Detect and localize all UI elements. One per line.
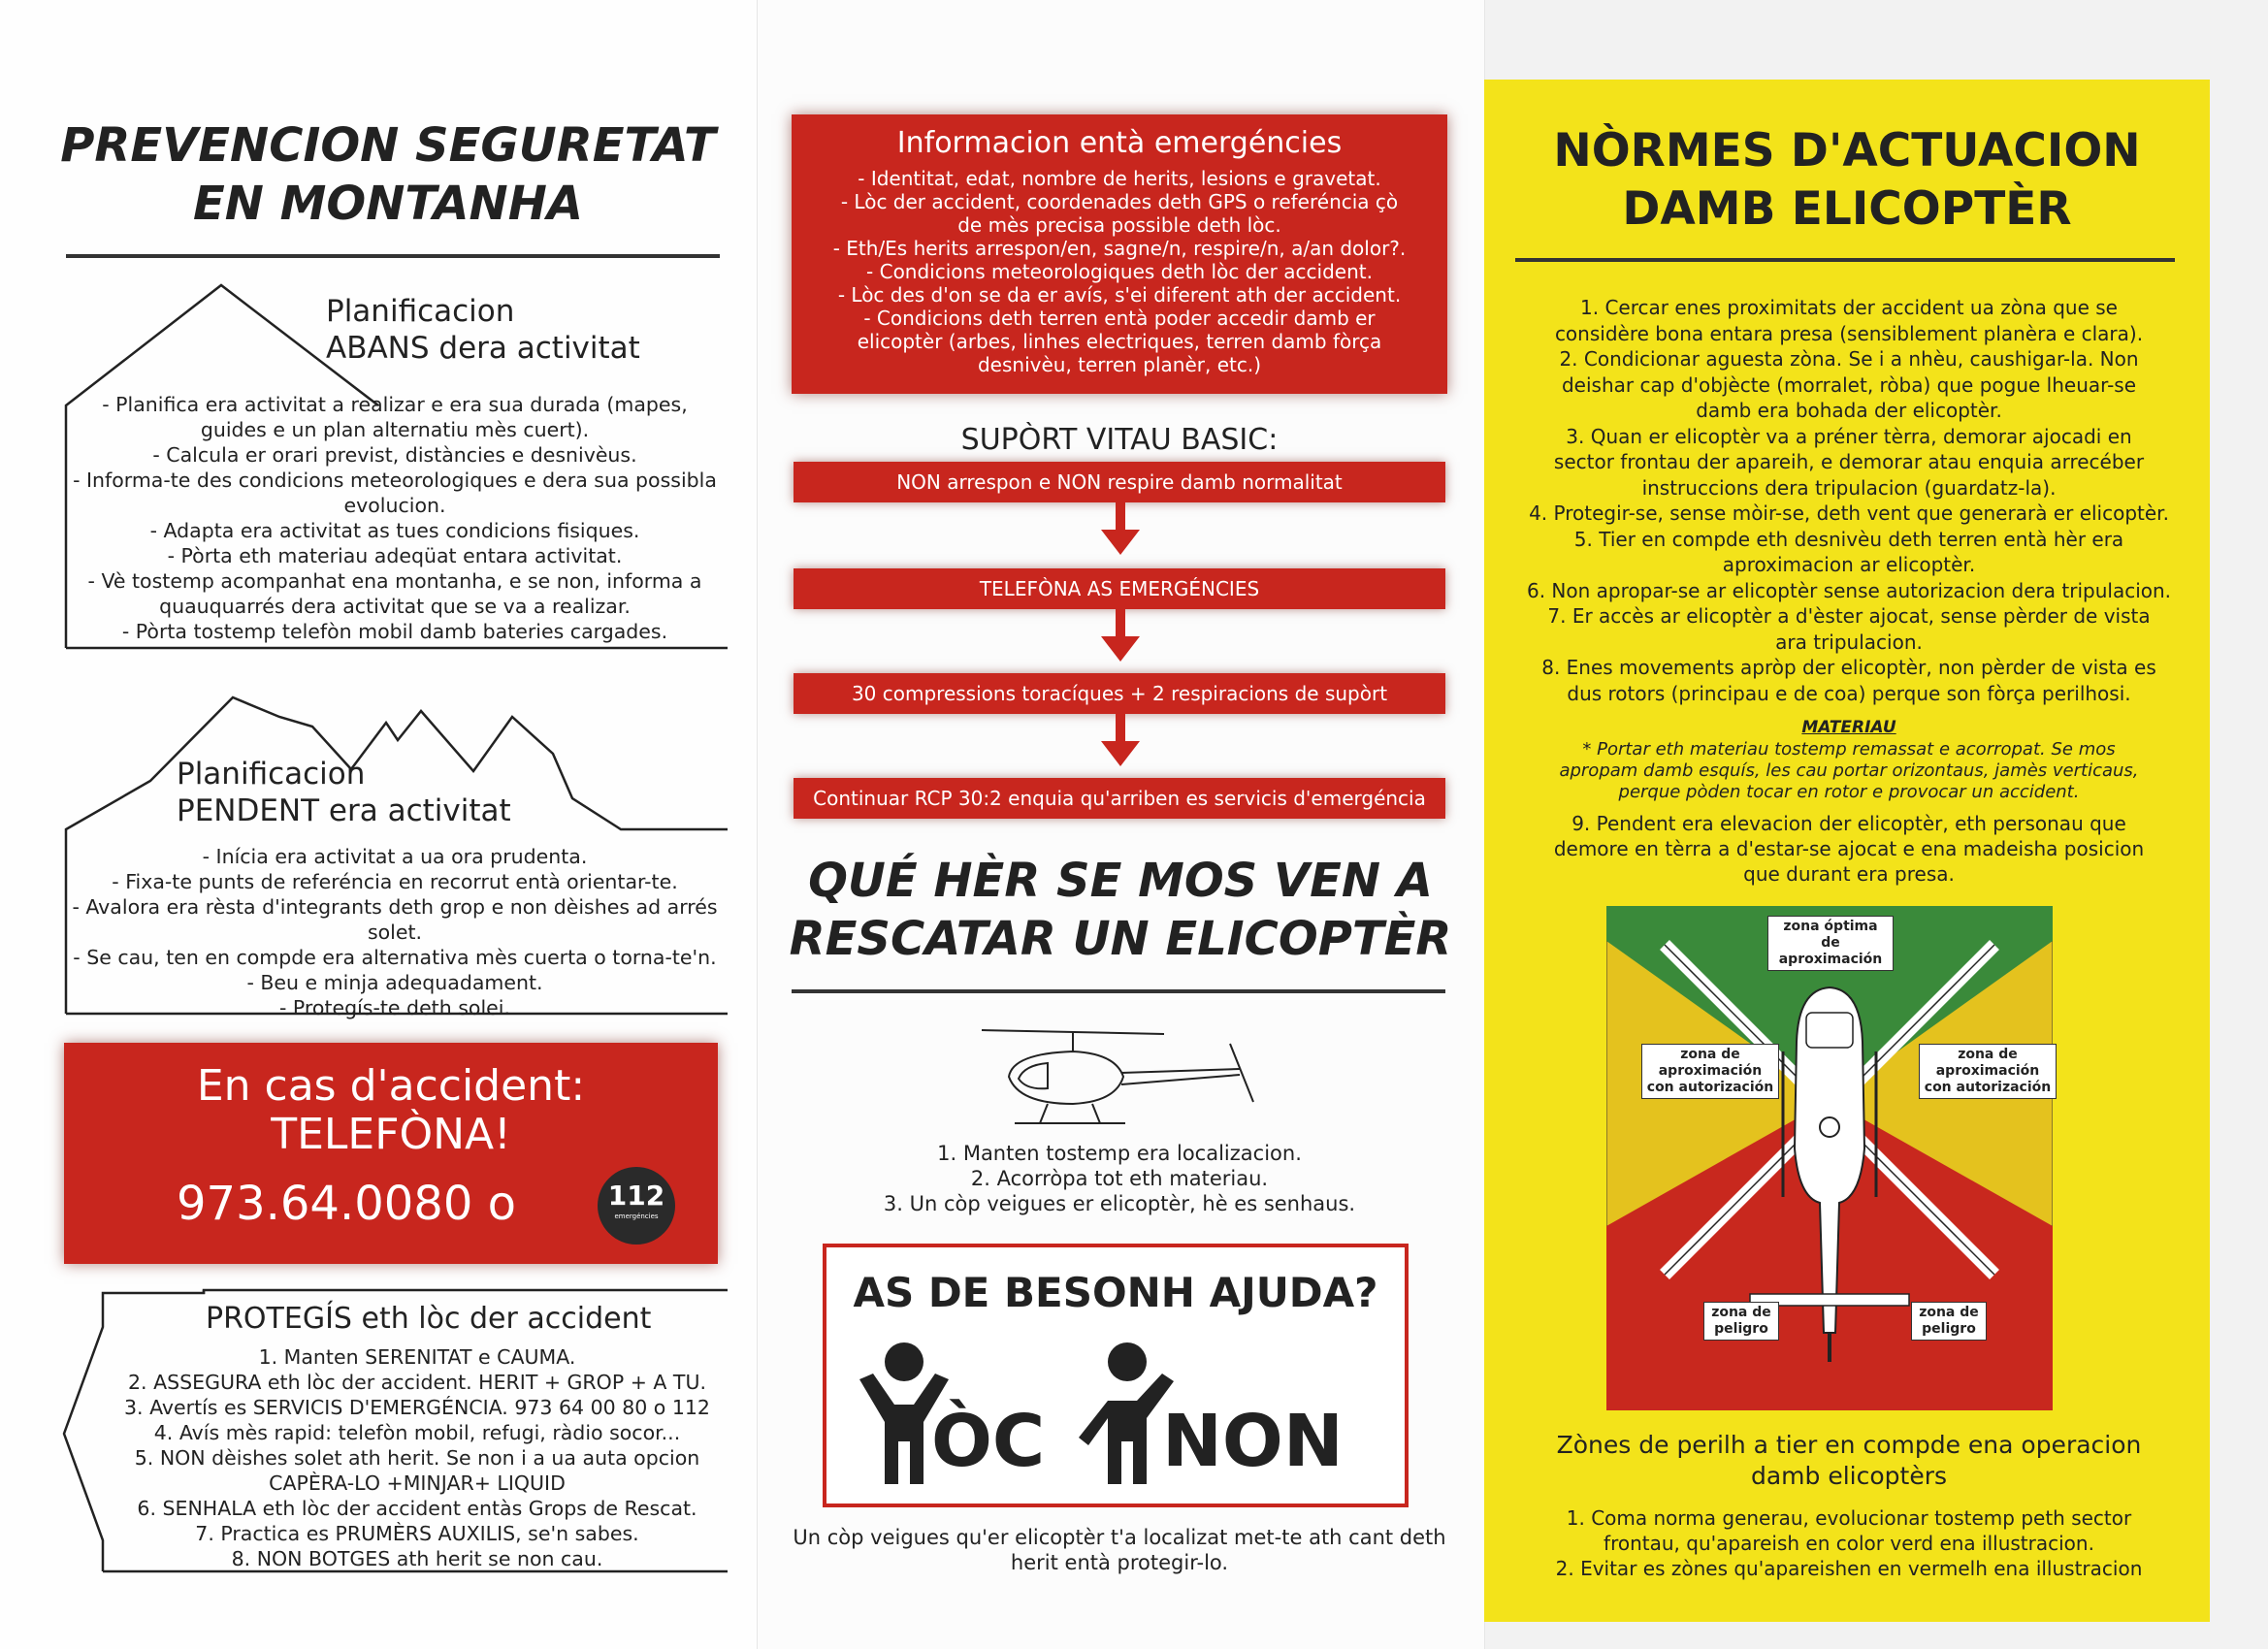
material-list [1502, 739, 2196, 803]
zone-optimal-label [1767, 916, 1894, 971]
list-item: 6. Non apropar-se ar elicoptèr sense autorizacion dera tripulacion. [1526, 578, 2172, 602]
list-item: instruccions dera tripulacion (guardatz-la). [1641, 475, 2057, 500]
help-no-label: NON [1162, 1400, 1344, 1483]
zone-label-line: aproximación [1935, 1063, 2040, 1079]
list-item: que durant era presa. [1743, 862, 1955, 886]
list-item: - Vè tostemp acompanhat ena montanha, e se non, informa a [87, 569, 702, 593]
list-item: 7. Er accès ar elicoptèr a d'èster ajocat, sense pèrder de vista [1547, 604, 2151, 628]
list-item: guides e un plan alternatiu mès cuert). [200, 418, 590, 441]
left-panel [0, 0, 757, 1649]
list-item: elicoptèr (arbes, linhes electriques, terren damb fòrça [857, 330, 1382, 353]
list-item: damb era bohada der elicoptèr. [1696, 399, 2002, 422]
zone-label-line: zona de [1711, 1305, 1771, 1320]
zone-label-line: peligro [1714, 1321, 1768, 1337]
protect-heading: PROTEGÍS eth lòc der accident [206, 1302, 652, 1336]
list-item: - Identitat, edat, nombre de herits, lesions e gravetat. [858, 167, 1381, 190]
list-item: 2. Condicionar aguesta zòna. Se i a nhèu, caushigar-la. Non [1559, 347, 2139, 371]
before-heading [326, 293, 640, 367]
before-heading-line-1: Planificacion [326, 294, 515, 329]
list-item: frontau, qu'apareish en color verd ena illustracion. [1604, 1532, 2094, 1555]
zones-list [1502, 1505, 2196, 1581]
list-item: deishar cap d'objècte (morralet, ròba) que pogue lheuar-se [1561, 372, 2137, 397]
list-item: de mès precisa possible deth lòc. [957, 213, 1281, 237]
zones-heading [1502, 1430, 2196, 1492]
svb-heading: SUPÒRT VITAU BASIC: [960, 423, 1279, 457]
list-item: - Pòrta tostemp telefòn mobil damb bateries cargades. [121, 620, 668, 643]
zones-heading-line-1: Zònes de perilh a tier en compde ena operacion [1556, 1431, 2142, 1459]
rescue-rule [792, 989, 1445, 993]
during-heading-line-1: Planificacion [177, 757, 366, 792]
rescue-title-line-1: QUÉ HÈR SE MOS VEN A [808, 854, 1433, 908]
help-box [823, 1244, 1409, 1507]
list-item: - Beu e minja adequadament. [246, 971, 543, 994]
list-item: ara tripulacion. [1775, 630, 1923, 654]
accident-line-1: En cas d'accident: [196, 1061, 586, 1111]
list-item: - Eth/Es herits arrespon/en, sagne/n, respire/n, a/an dolor?. [832, 237, 1407, 260]
arrow-shaft [1116, 609, 1125, 638]
list-item: aproximacion ar elicoptèr. [1722, 553, 1976, 576]
zone-danger-right-label [1911, 1302, 1987, 1341]
list-item: dus rotors (principau e de coa) perque son fòrça perilhosi. [1567, 681, 2131, 705]
list-item: CAPÈRA-LO +MINJAR+ LIQUID [269, 1471, 566, 1495]
list-item: 2. Acorròpa tot eth materiau. [970, 1167, 1269, 1190]
list-item: - Calcula er orari previst, distàncies e desnivèus. [152, 443, 637, 467]
list-item: 6. SENHALA eth lòc der accident entàs Grops de Rescat. [137, 1497, 697, 1520]
list-item: - Planifica era activitat a realizar e era sua durada (mapes, [102, 393, 688, 416]
list-item: 3. Un còp veigues er elicoptèr, hè es senhaus. [883, 1192, 1356, 1215]
badge-number: 112 [607, 1180, 665, 1212]
list-item: 3. Quan er elicoptèr va a préner tèrra, demorar ajocadi en [1566, 424, 2132, 448]
item9-list [1502, 811, 2196, 887]
list-item: - Protegís-te deth solei. [279, 996, 510, 1019]
help-note [792, 1525, 1447, 1575]
badge-sub: emergéncies [614, 1212, 659, 1220]
title-rule [66, 254, 720, 258]
zone-danger-left-label [1703, 1302, 1779, 1341]
prevention-title [39, 116, 737, 233]
rules-title-line-1: NÒRMES D'ACTUACION [1553, 124, 2141, 178]
list-item: demore en tèrra a d'estar-se ajocat e ena madeisha posicion [1553, 837, 2145, 860]
help-note-line-2: herit entà protegir-lo. [1010, 1551, 1229, 1574]
list-item: 3. Avertís es SERVICIS D'EMERGÉNCIA. 973 64 00 80 o 112 [124, 1396, 710, 1419]
list-item: 8. Enes movements apròp der elicoptèr, non pèrder de vista es [1541, 656, 2156, 679]
rules-rule [1515, 258, 2175, 262]
list-item: 4. Avís mès rapid: telefòn mobil, refugi, ràdio socor... [153, 1421, 681, 1444]
accident-box [64, 1043, 718, 1264]
zones-heading-line-2: damb elicoptèrs [1750, 1462, 1948, 1490]
list-item: 4. Protegir-se, sense mòir-se, deth vent que generarà er elicoptèr. [1529, 501, 2169, 525]
list-item: 7. Practica es PRUMÈRS AUXILIS, se'n sabes. [195, 1522, 639, 1545]
before-heading-line-2: ABANS dera activitat [326, 331, 640, 366]
arrow-down-icon [1101, 741, 1140, 766]
zone-label-line: zona óptima [1783, 919, 1878, 934]
rules-title-line-2: DAMB ELICOPTÈR [1622, 182, 2072, 236]
arrow-shaft [1116, 502, 1125, 532]
list-item: perque pòden tocar en rotor e provocar un accident. [1618, 782, 2080, 802]
rules-title [1494, 122, 2200, 239]
list-item: - Fixa-te punts de referéncia en recorrut entà orientar-te. [112, 870, 678, 893]
svb-step-2: TELEFÒNA AS EMERGÉNCIES [794, 568, 1445, 609]
list-item: - Lòc des d'on se da er avís, s'ei diferent ath der accident. [837, 283, 1402, 307]
list-item: 1. Cercar enes proximitats der accident ua zòna que se [1580, 296, 2118, 319]
list-item: apropam damb esquís, les cau portar orizontaus, jamès verticaus, [1559, 760, 2139, 781]
rescue-title-line-2: RESCATAR UN ELICOPTÈR [789, 912, 1452, 966]
info-box [792, 114, 1447, 394]
zone-approach-left-label [1641, 1044, 1779, 1099]
arrow-down-icon [1101, 636, 1140, 662]
info-list [792, 167, 1447, 376]
title-line-2: EN MONTANHA [192, 177, 584, 231]
list-item: - Adapta era activitat as tues condicions fisiques. [149, 519, 640, 542]
before-list [70, 392, 720, 644]
help-title: AS DE BESONH AJUDA? [853, 1269, 1378, 1316]
zone-label-line: con autorización [1646, 1080, 1774, 1095]
svb-step-3: 30 compressions toracíques + 2 respiracions de supòrt [794, 673, 1445, 714]
title-line-1: PREVENCION SEGURETAT [60, 118, 716, 173]
list-item: sector frontau der apareih, e demorar atau enquia arrecéber [1553, 450, 2145, 473]
zone-label-line: zona de [1958, 1047, 2018, 1062]
help-yes-label: ÒC [931, 1400, 1046, 1483]
list-item: 1. Manten SERENITAT e CAUMA. [258, 1345, 576, 1369]
rules-list [1502, 295, 2196, 706]
list-item: considère bona entara presa (sensiblement planèra e clara). [1554, 321, 2144, 345]
info-heading: Informacion entà emergéncies [896, 126, 1343, 160]
svb-step-1: NON arrespon e NON respire damb normalitat [794, 462, 1445, 502]
list-item: evolucion. [343, 494, 446, 517]
rescue-title [776, 852, 1465, 968]
list-item: - Pòrta eth materiau adeqüat entara activitat. [167, 544, 623, 567]
zone-label-line: aproximación [1658, 1063, 1763, 1079]
arrow-down-icon [1101, 530, 1140, 555]
list-item: 1. Coma norma generau, evolucionar tostemp peth sector [1566, 1506, 2132, 1530]
zone-approach-right-label [1919, 1044, 2057, 1099]
list-item: quauquarrés dera activitat que se va a realizar. [159, 595, 631, 618]
zone-label-line: con autorización [1924, 1080, 2052, 1095]
list-item: 5. Tier en compde eth desnivèu deth terren entà hèr era [1573, 527, 2124, 551]
list-item: - Inícia era activitat a ua ora prudenta. [202, 845, 588, 868]
list-item: - Avalora era rèsta d'integrants deth grop e non dèishes ad arrés solet. [72, 895, 718, 944]
list-item: desnivèu, terren planèr, etc.) [977, 353, 1262, 376]
list-item: - Condicions meteorologiques deth lòc der accident. [866, 260, 1373, 283]
list-item: 8. NON BOTGES ath herit se non cau. [231, 1547, 603, 1570]
zone-label-line: de aproximación [1778, 935, 1883, 967]
list-item: 5. NON dèishes solet ath herit. Se non i a ua auta opcion [134, 1446, 700, 1470]
arrow-shaft [1116, 714, 1125, 743]
list-item: 2. ASSEGURA eth lòc der accident. HERIT + GROP + A TU. [128, 1371, 706, 1394]
help-note-line-1: Un còp veigues qu'er elicoptèr t'a localizat met-te ath cant deth [793, 1526, 1446, 1549]
helicopter-icon [980, 1020, 1261, 1129]
protect-list [97, 1344, 737, 1571]
zone-label-line: zona de [1919, 1305, 1979, 1320]
accident-phone: 973.64.0080 o [177, 1177, 516, 1231]
during-heading-line-2: PENDENT era activitat [177, 793, 511, 828]
svb-step-4: Continuar RCP 30:2 enquia qu'arriben es servicis d'emergéncia [794, 778, 1445, 819]
accident-line-2: TELEFÒNA! [271, 1110, 511, 1159]
list-item: - Informa-te des condicions meteorologiques e dera sua possibla [73, 469, 717, 492]
list-item: 1. Manten tostemp era localizacion. [937, 1142, 1302, 1165]
list-item: 9. Pendent era elevacion der elicoptèr, eth personau que [1571, 812, 2126, 835]
list-item: 2. Evitar es zònes qu'apareishen en vermelh ena illustracion [1555, 1557, 2143, 1580]
emergency-112-badge [598, 1167, 675, 1245]
zone-label-line: zona de [1680, 1047, 1740, 1062]
list-item: - Lòc der accident, coordenades deth GPS o referéncia çò [840, 190, 1399, 213]
during-heading [177, 756, 511, 829]
rescue-list [792, 1141, 1447, 1216]
during-list [70, 844, 720, 1020]
material-heading: MATERIAU [1801, 718, 1896, 737]
list-item: * Portar eth materiau tostemp remassat e acorropat. Se mos [1582, 739, 2116, 760]
list-item: - Se cau, ten en compde era alternativa mès cuerta o torna-te'n. [73, 946, 717, 969]
zone-label-line: peligro [1922, 1321, 1976, 1337]
list-item: - Condicions deth terren entà poder accedir damb er [863, 307, 1376, 330]
